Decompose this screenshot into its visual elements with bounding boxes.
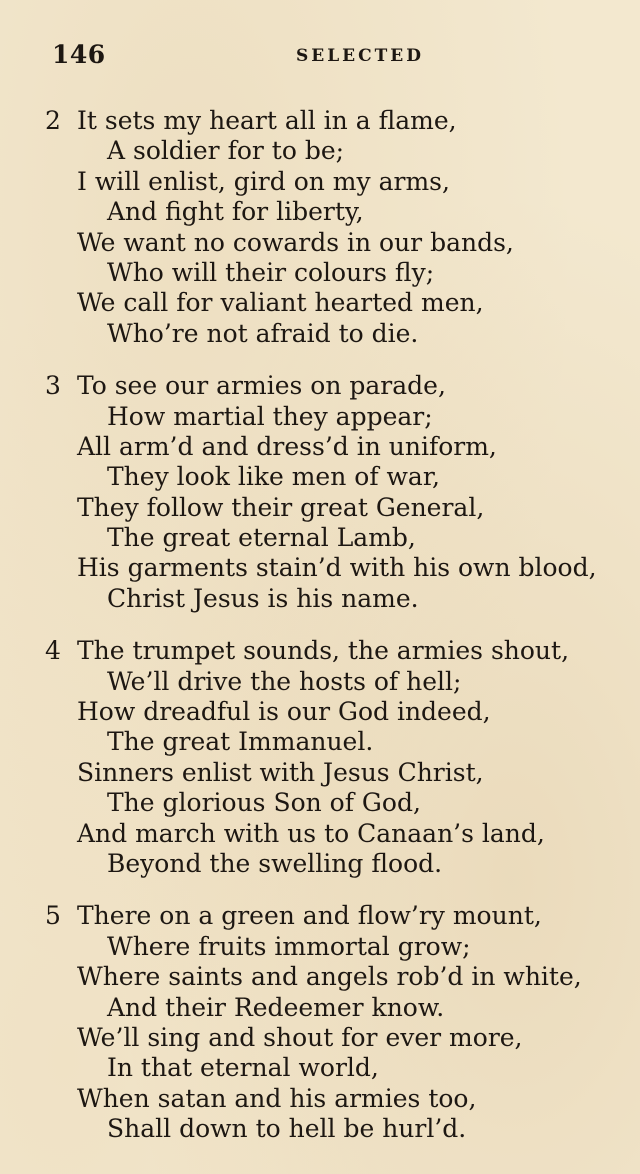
verse-line: The great Immanuel. (107, 727, 374, 757)
verse-line (45, 106, 630, 136)
verse (45, 901, 630, 1144)
verse-line: We call for valiant hearted men, (77, 288, 484, 318)
verse-line: I will enlist, gird on my arms, (77, 166, 450, 196)
verse-number: 2 (45, 106, 61, 135)
verse-line: In that eternal world, (107, 1053, 379, 1083)
verse-line-text: There on a green and flow’ry mount, (77, 901, 542, 931)
verse-line (45, 901, 630, 931)
verse-number: 5 (45, 901, 61, 931)
verse-line: How dreadful is our God indeed, (77, 697, 491, 727)
verse-line: And fight for liberty, (107, 197, 364, 227)
verse-line: All arm’d and dress’d in uniform, (77, 431, 497, 461)
verse-line: We want no cowards in our bands, (77, 227, 514, 257)
verse-line-text: It sets my heart all in a flame, (77, 106, 457, 135)
verse-line: Who will their colours fly; (107, 257, 435, 287)
verse-line: His garments stain’d with his own blood, (77, 553, 597, 583)
verse (45, 106, 630, 349)
verse-line: How martial they appear; (107, 401, 433, 431)
verse-line: They look like men of war, (107, 462, 440, 492)
verse-line: The glorious Son of God, (107, 788, 421, 818)
verse-number: 3 (45, 371, 61, 401)
verse-line: Christ Jesus is his name. (107, 583, 419, 613)
verse-line (45, 636, 630, 666)
verse-line-text: The trumpet sounds, the armies shout, (77, 636, 570, 666)
verse-line: Beyond the swelling flood. (107, 848, 443, 878)
verse-number: 4 (45, 636, 61, 666)
verse (45, 636, 630, 879)
verse-line: Where fruits immortal grow; (107, 931, 471, 961)
verse-line: We’ll sing and shout for ever more, (77, 1022, 523, 1052)
verse-line: We’ll drive the hosts of hell; (107, 666, 462, 696)
verse-line: Who’re not afraid to die. (107, 318, 419, 348)
verse-line: A soldier for to be; (107, 136, 345, 166)
verse-line: Sinners enlist with Jesus Christ, (77, 757, 484, 787)
verse-line: The great eternal Lamb, (107, 523, 416, 553)
page-header (52, 40, 424, 72)
verse (45, 371, 630, 614)
verse-line-text: To see our armies on parade, (77, 371, 446, 401)
verse-line: Shall down to hell be hurl’d. (107, 1114, 467, 1144)
verse-line: And their Redeemer know. (107, 992, 445, 1022)
verse-line (45, 371, 630, 401)
verse-line: When satan and his armies too, (77, 1083, 477, 1113)
verse-line: They follow their great General, (77, 492, 485, 522)
hymn-verses (45, 106, 630, 1167)
running-head: SELECTED (295, 46, 424, 66)
verse-line: And march with us to Canaan’s land, (77, 818, 545, 848)
verse-line: Where saints and angels rob’d in white, (77, 962, 582, 992)
page-number: 146 (52, 40, 106, 69)
